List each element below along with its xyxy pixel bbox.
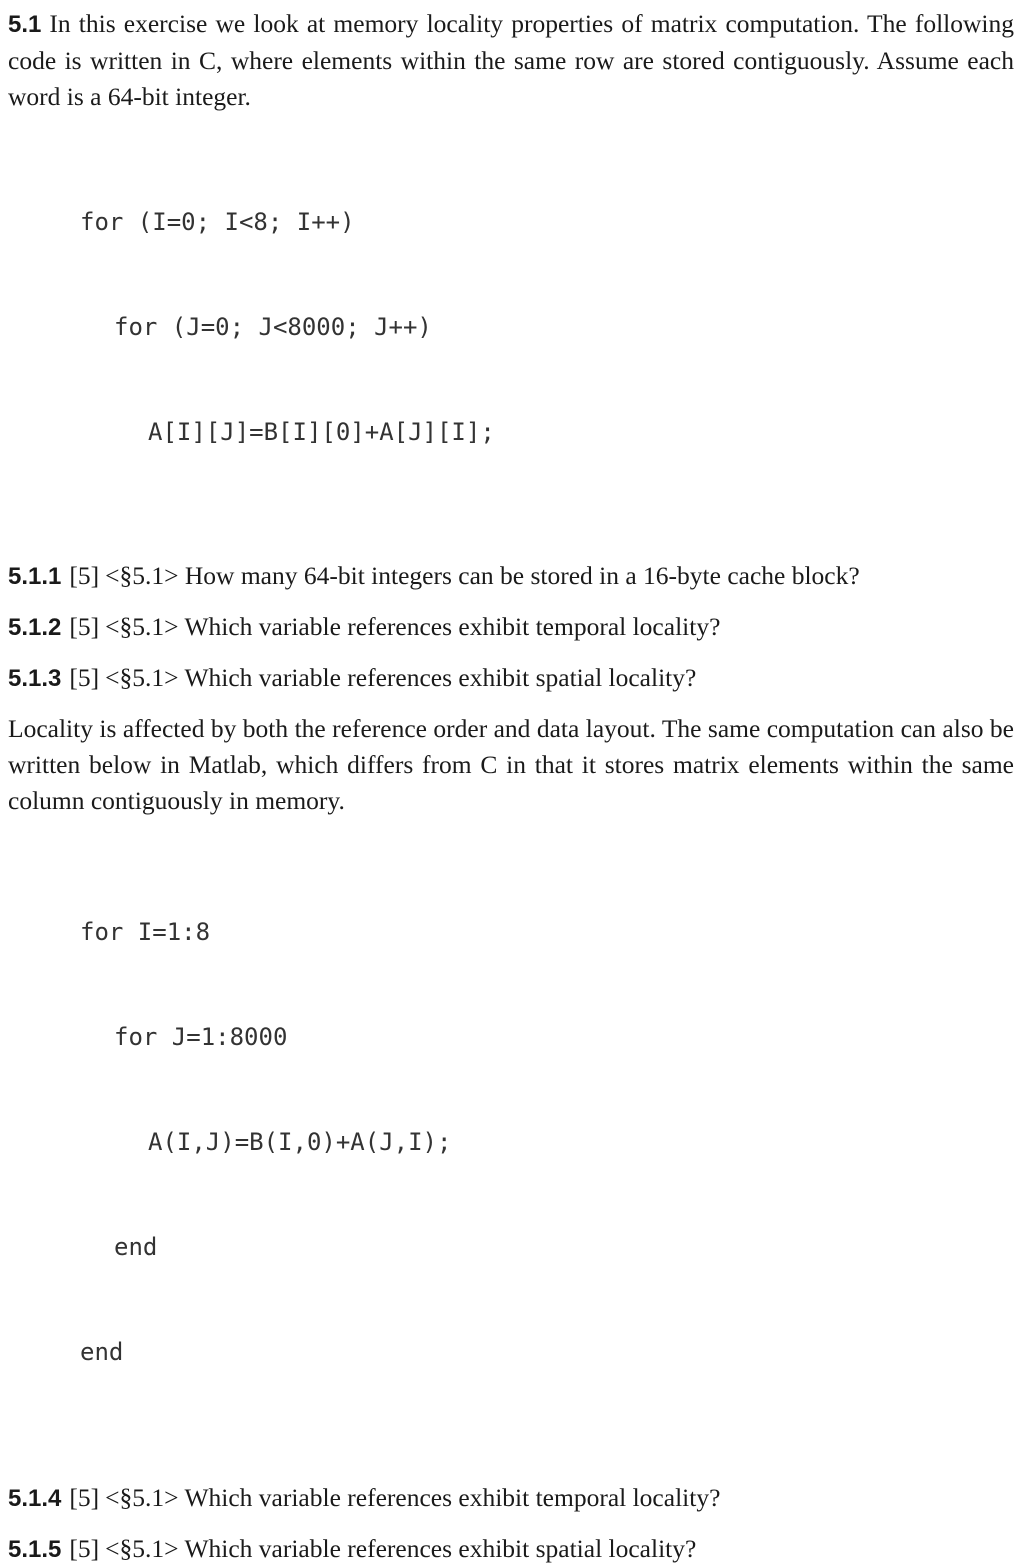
- question-points: [5]: [69, 663, 100, 692]
- question-number: 5.1.2: [8, 614, 62, 641]
- question-number: 5.1.4: [8, 1485, 62, 1512]
- code-line: end: [114, 1233, 158, 1261]
- question-section: <§5.1>: [105, 1483, 179, 1512]
- code-line: A(I,J)=B(I,0)+A(J,I);: [148, 1128, 452, 1156]
- document-page: [8, 6, 1014, 1568]
- locality-paragraph: Locality is affected by both the reference order and data layout. The same computation can also be written below in Matlab, which differs from C in that it stores matrix elements within the same column contiguously in memory.: [8, 714, 1014, 815]
- exercise-number: 5.1: [8, 11, 42, 38]
- question-points: [5]: [69, 1534, 100, 1563]
- code-line: for (I=0; I<8; I++): [80, 208, 355, 236]
- question-text: Which variable references exhibit spatial locality?: [184, 663, 697, 692]
- matlab-code-block: [8, 845, 1014, 1440]
- question-number: 5.1.1: [8, 563, 62, 590]
- exercise-intro-text: In this exercise we look at memory locality properties of matrix computation. The following code is written in C, where elements within the same row are stored contiguously. Assume each word is a 64-bit integer.: [8, 9, 1014, 111]
- code-line: end: [80, 1338, 124, 1366]
- question-section: <§5.1>: [105, 663, 179, 692]
- code-line: A[I][J]=B[I][0]+A[J][I];: [148, 418, 495, 446]
- question-5-1-4: [8, 1480, 1014, 1517]
- question-points: [5]: [69, 1483, 100, 1512]
- c-code-block: [8, 135, 1014, 520]
- question-5-1-2: [8, 609, 1014, 646]
- question-text: How many 64-bit integers can be stored in a 16-byte cache block?: [184, 561, 860, 590]
- question-text: Which variable references exhibit temporal locality?: [184, 1483, 721, 1512]
- exercise-intro: [8, 6, 1014, 115]
- question-points: [5]: [69, 561, 100, 590]
- question-number: 5.1.5: [8, 1536, 62, 1563]
- question-text: Which variable references exhibit temporal locality?: [184, 612, 721, 641]
- question-5-1-3: [8, 660, 1014, 697]
- code-line: for (J=0; J<8000; J++): [114, 313, 432, 341]
- code-line: for J=1:8000: [114, 1023, 288, 1051]
- question-section: <§5.1>: [105, 561, 179, 590]
- question-section: <§5.1>: [105, 1534, 179, 1563]
- code-line: for I=1:8: [80, 918, 211, 946]
- question-5-1-5: [8, 1531, 1014, 1568]
- question-5-1-1: [8, 558, 1014, 595]
- question-section: <§5.1>: [105, 612, 179, 641]
- question-number: 5.1.3: [8, 665, 62, 692]
- question-text: Which variable references exhibit spatial locality?: [184, 1534, 697, 1563]
- question-points: [5]: [69, 612, 100, 641]
